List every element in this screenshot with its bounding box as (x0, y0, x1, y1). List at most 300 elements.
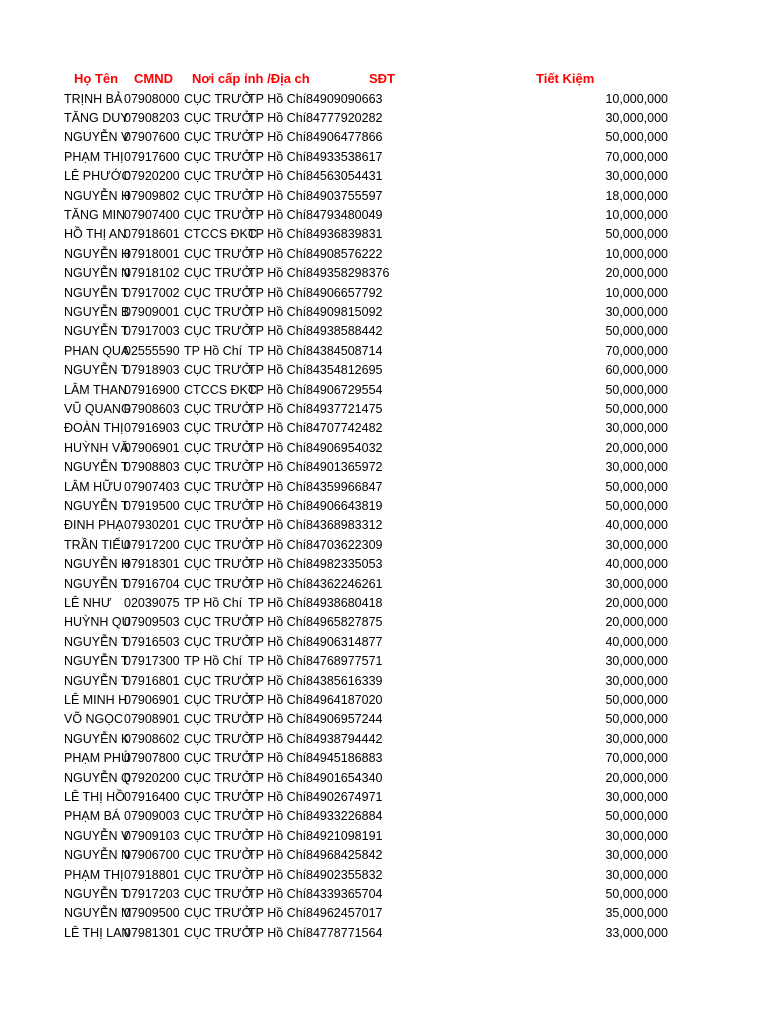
cell-name: LÊ NHƯ (64, 595, 112, 610)
cell-noicap: CỤC TRƯỞ (184, 460, 253, 475)
cell-sdt: 84968425842 (306, 848, 383, 863)
cell-diachi: TP Hồ Chí (248, 285, 307, 300)
cell-sdt: 84777920282 (306, 110, 383, 125)
cell-sdt: 84901654340 (306, 770, 383, 785)
cell-cmnd: 07918801 (124, 867, 180, 882)
cell-sdt: 84906314877 (306, 634, 383, 649)
cell-name: PHAN QUA (64, 343, 130, 358)
cell-sdt: 84906657792 (306, 285, 383, 300)
cell-noicap: CỤC TRƯỞ (184, 363, 253, 378)
cell-tietkiem: 30,000,000 (605, 673, 668, 688)
table-row (0, 109, 768, 128)
cell-cmnd: 07916801 (124, 673, 180, 688)
cell-diachi: TP Hồ Chí (248, 130, 307, 145)
cell-sdt: 84982335053 (306, 557, 383, 572)
cell-tietkiem: 50,000,000 (605, 130, 668, 145)
table-row (0, 167, 768, 186)
cell-diachi: TP Hồ Chí (248, 343, 307, 358)
table-row (0, 846, 768, 865)
cell-tietkiem: 30,000,000 (605, 537, 668, 552)
cell-noicap: CỤC TRƯỞ (184, 848, 253, 863)
cell-diachi: TP Hồ Chí (248, 227, 307, 242)
cell-diachi: TP Hồ Chí (248, 460, 307, 475)
cell-sdt: 84906477866 (306, 130, 383, 145)
table-row (0, 225, 768, 244)
cell-sdt: 84964187020 (306, 692, 383, 707)
cell-cmnd: 07908602 (124, 731, 180, 746)
cell-cmnd: 07916903 (124, 421, 180, 436)
cell-noicap: CỤC TRƯỞ (184, 731, 253, 746)
cell-tietkiem: 40,000,000 (605, 518, 668, 533)
cell-sdt: 84906957244 (306, 712, 383, 727)
cell-name: ĐINH PHẠ (64, 518, 124, 533)
cell-tietkiem: 20,000,000 (605, 595, 668, 610)
cell-tietkiem: 30,000,000 (605, 169, 668, 184)
cell-tietkiem: 70,000,000 (605, 343, 668, 358)
cell-name: NGUYỄN V (64, 828, 130, 843)
cell-sdt: 84778771564 (306, 925, 383, 940)
cell-noicap: CỤC TRƯỞ (184, 169, 253, 184)
cell-tietkiem: 50,000,000 (605, 479, 668, 494)
cell-tietkiem: 20,000,000 (605, 615, 668, 630)
table-row (0, 788, 768, 807)
table-row (0, 381, 768, 400)
cell-noicap: TP Hồ Chí (184, 343, 243, 358)
cell-sdt: 84902674971 (306, 789, 383, 804)
cell-noicap: CỤC TRƯỞ (184, 673, 253, 688)
cell-tietkiem: 60,000,000 (605, 363, 668, 378)
cell-diachi: TP Hồ Chí (248, 498, 307, 513)
table-row (0, 536, 768, 555)
cell-cmnd: 07916400 (124, 789, 180, 804)
cell-name: PHẠM THỊ (64, 867, 124, 882)
cell-cmnd: 07918903 (124, 363, 180, 378)
cell-diachi: TP Hồ Chí (248, 770, 307, 785)
cell-name: NGUYỄN T (64, 363, 129, 378)
cell-noicap: CỤC TRƯỞ (184, 518, 253, 533)
table-row (0, 187, 768, 206)
cell-sdt: 84906643819 (306, 498, 383, 513)
cell-sdt: 84945186883 (306, 751, 383, 766)
cell-tietkiem: 30,000,000 (605, 654, 668, 669)
cell-cmnd: 07909500 (124, 906, 180, 921)
cell-cmnd: 07930201 (124, 518, 180, 533)
header-noicap: Nơi cấp (192, 71, 241, 86)
table-row (0, 924, 768, 943)
cell-diachi: TP Hồ Chí (248, 906, 307, 921)
cell-cmnd: 07908803 (124, 460, 180, 475)
table-row (0, 90, 768, 109)
cell-sdt: 84368983312 (306, 518, 383, 533)
table-row (0, 245, 768, 264)
cell-name: TRỊNH BẢ (64, 91, 123, 106)
cell-cmnd: 07908203 (124, 110, 180, 125)
cell-sdt: 84938794442 (306, 731, 383, 746)
cell-sdt: 84354812695 (306, 363, 383, 378)
cell-diachi: TP Hồ Chí (248, 207, 307, 222)
cell-cmnd: 07907403 (124, 479, 180, 494)
cell-sdt: 84793480049 (306, 207, 383, 222)
cell-diachi: TP Hồ Chí (248, 595, 307, 610)
cell-diachi: TP Hồ Chí (248, 692, 307, 707)
table-row (0, 439, 768, 458)
cell-sdt: 84385616339 (306, 673, 383, 688)
cell-tietkiem: 50,000,000 (605, 401, 668, 416)
cell-name: NGUYỄN H (64, 246, 130, 261)
cell-tietkiem: 30,000,000 (605, 848, 668, 863)
cell-tietkiem: 10,000,000 (605, 207, 668, 222)
cell-cmnd: 07917200 (124, 537, 180, 552)
cell-diachi: TP Hồ Chí (248, 828, 307, 843)
header-tietkiem: Tiết Kiệm (536, 71, 595, 86)
cell-noicap: CỤC TRƯỞ (184, 149, 253, 164)
cell-noicap: CỤC TRƯỞ (184, 285, 253, 300)
table-row (0, 516, 768, 535)
cell-diachi: TP Hồ Chí (248, 149, 307, 164)
cell-tietkiem: 50,000,000 (605, 809, 668, 824)
cell-tietkiem: 20,000,000 (605, 440, 668, 455)
cell-diachi: TP Hồ Chí (248, 246, 307, 261)
cell-diachi: TP Hồ Chí (248, 615, 307, 630)
cell-tietkiem: 30,000,000 (605, 460, 668, 475)
table-row (0, 710, 768, 729)
cell-cmnd: 07920200 (124, 770, 180, 785)
table-row (0, 303, 768, 322)
cell-name: LÊ MINH H (64, 692, 128, 707)
cell-diachi: TP Hồ Chí (248, 809, 307, 824)
cell-sdt: 84962457017 (306, 906, 383, 921)
cell-noicap: CỤC TRƯỞ (184, 770, 253, 785)
cell-noicap: CỤC TRƯỞ (184, 634, 253, 649)
cell-name: LÂM THAN (64, 382, 127, 397)
cell-name: NGUYỄN T (64, 324, 129, 339)
cell-noicap: CỤC TRƯỞ (184, 207, 253, 222)
cell-diachi: TP Hồ Chí (248, 169, 307, 184)
cell-noicap: CỤC TRƯỞ (184, 751, 253, 766)
cell-sdt: 84906729554 (306, 382, 383, 397)
cell-tietkiem: 30,000,000 (605, 731, 668, 746)
cell-tietkiem: 50,000,000 (605, 498, 668, 513)
cell-sdt: 84933226884 (306, 809, 383, 824)
cell-tietkiem: 10,000,000 (605, 246, 668, 261)
cell-tietkiem: 50,000,000 (605, 227, 668, 242)
cell-sdt: 84909090663 (306, 91, 383, 106)
cell-cmnd: 07917003 (124, 324, 180, 339)
table-row (0, 769, 768, 788)
table-row (0, 148, 768, 167)
cell-name: NGUYỄN T (64, 654, 129, 669)
cell-sdt: 84703622309 (306, 537, 383, 552)
cell-noicap: CỤC TRƯỞ (184, 401, 253, 416)
cell-cmnd: 07918301 (124, 557, 180, 572)
cell-noicap: CTCCS ĐKC (184, 382, 257, 397)
table-row (0, 575, 768, 594)
table-row (0, 419, 768, 438)
cell-diachi: TP Hồ Chí (248, 110, 307, 125)
table-row (0, 128, 768, 147)
cell-sdt: 849358298376 (306, 266, 390, 281)
table-row (0, 807, 768, 826)
cell-noicap: TP Hồ Chí (184, 654, 243, 669)
cell-name: NGUYỄN Q (64, 770, 131, 785)
cell-diachi: TP Hồ Chí (248, 401, 307, 416)
cell-cmnd: 07908000 (124, 91, 180, 106)
cell-name: NGUYỄN N (64, 848, 130, 863)
cell-sdt: 84903755597 (306, 188, 383, 203)
table-row (0, 458, 768, 477)
cell-cmnd: 07909802 (124, 188, 180, 203)
cell-name: NGUYỄN K (64, 731, 130, 746)
cell-noicap: CỤC TRƯỞ (184, 906, 253, 921)
cell-tietkiem: 18,000,000 (605, 188, 668, 203)
cell-noicap: CỤC TRƯỞ (184, 576, 253, 591)
table-row (0, 342, 768, 361)
cell-name: NGUYỄN T (64, 460, 129, 475)
cell-noicap: CTCCS ĐKC (184, 227, 257, 242)
cell-tietkiem: 30,000,000 (605, 789, 668, 804)
cell-noicap: CỤC TRƯỞ (184, 188, 253, 203)
cell-cmnd: 07917002 (124, 285, 180, 300)
cell-diachi: TP Hồ Chí (248, 712, 307, 727)
cell-diachi: TP Hồ Chí (248, 363, 307, 378)
cell-cmnd: 07916704 (124, 576, 180, 591)
cell-cmnd: 07909103 (124, 828, 180, 843)
cell-sdt: 84937721475 (306, 401, 383, 416)
table-row (0, 749, 768, 768)
cell-noicap: CỤC TRƯỞ (184, 615, 253, 630)
cell-sdt: 84938588442 (306, 324, 383, 339)
cell-cmnd: 07917300 (124, 654, 180, 669)
cell-tietkiem: 30,000,000 (605, 110, 668, 125)
cell-cmnd: 07909001 (124, 304, 180, 319)
cell-name: HUỲNH VĂ (64, 440, 129, 455)
cell-name: NGUYỄN T (64, 285, 129, 300)
cell-noicap: CỤC TRƯỞ (184, 498, 253, 513)
cell-name: HUỲNH QU (64, 615, 131, 630)
cell-tietkiem: 30,000,000 (605, 304, 668, 319)
cell-noicap: CỤC TRƯỞ (184, 479, 253, 494)
cell-name: LÂM HỮU (64, 479, 122, 494)
cell-name: NGUYỄN H (64, 557, 130, 572)
cell-diachi: TP Hồ Chí (248, 266, 307, 281)
cell-name: NGUYỄN V (64, 130, 130, 145)
cell-diachi: TP Hồ Chí (248, 557, 307, 572)
cell-cmnd: 07907400 (124, 207, 180, 222)
cell-sdt: 84965827875 (306, 615, 383, 630)
cell-sdt: 84768977571 (306, 654, 383, 669)
table-row (0, 555, 768, 574)
cell-cmnd: 07920200 (124, 169, 180, 184)
cell-cmnd: 07908901 (124, 712, 180, 727)
cell-noicap: CỤC TRƯỞ (184, 440, 253, 455)
table-row (0, 361, 768, 380)
cell-name: HỒ THỊ AN (64, 227, 127, 242)
cell-diachi: TP Hồ Chí (248, 673, 307, 688)
cell-noicap: CỤC TRƯỞ (184, 712, 253, 727)
cell-name: VŨ QUANG (64, 401, 131, 416)
cell-noicap: CỤC TRƯỞ (184, 886, 253, 901)
table-row (0, 866, 768, 885)
cell-name: ĐOÀN THỊ (64, 421, 124, 436)
table-row (0, 497, 768, 516)
cell-diachi: TP Hồ Chí (248, 925, 307, 940)
cell-cmnd: 07908603 (124, 401, 180, 416)
cell-sdt: 84707742482 (306, 421, 383, 436)
header-diachi: ỉnh /Địa ch (244, 71, 310, 86)
cell-diachi: TP Hồ Chí (248, 188, 307, 203)
table-row (0, 264, 768, 283)
cell-noicap: CỤC TRƯỞ (184, 867, 253, 882)
cell-tietkiem: 50,000,000 (605, 886, 668, 901)
cell-noicap: CỤC TRƯỞ (184, 266, 253, 281)
cell-name: PHẠM BÁ (64, 809, 121, 824)
cell-cmnd: 02039075 (124, 595, 180, 610)
cell-name: NGUYỄN T (64, 886, 129, 901)
cell-sdt: 84921098191 (306, 828, 383, 843)
cell-tietkiem: 30,000,000 (605, 828, 668, 843)
cell-tietkiem: 50,000,000 (605, 712, 668, 727)
cell-diachi: TP Hồ Chí (248, 867, 307, 882)
cell-noicap: CỤC TRƯỞ (184, 130, 253, 145)
cell-name: TĂNG MIN (64, 207, 126, 222)
cell-name: TRẦN TIẾU (64, 537, 130, 552)
cell-noicap: CỤC TRƯỞ (184, 828, 253, 843)
cell-tietkiem: 70,000,000 (605, 751, 668, 766)
cell-tietkiem: 40,000,000 (605, 634, 668, 649)
cell-noicap: CỤC TRƯỞ (184, 110, 253, 125)
cell-name: LÊ THỊ LAN (64, 925, 131, 940)
cell-noicap: CỤC TRƯỞ (184, 91, 253, 106)
cell-noicap: CỤC TRƯỞ (184, 789, 253, 804)
cell-diachi: TP Hồ Chí (248, 848, 307, 863)
table-row (0, 652, 768, 671)
cell-cmnd: 07981301 (124, 925, 180, 940)
table-row (0, 730, 768, 749)
cell-diachi: TP Hồ Chí (248, 479, 307, 494)
header-name: Họ Tên (74, 71, 119, 86)
cell-tietkiem: 70,000,000 (605, 149, 668, 164)
cell-cmnd: 07909003 (124, 809, 180, 824)
cell-name: VÕ NGỌC (64, 712, 124, 727)
cell-diachi: TP Hồ Chí (248, 304, 307, 319)
cell-sdt: 84938680418 (306, 595, 383, 610)
table-row (0, 613, 768, 632)
table-row (0, 672, 768, 691)
cell-sdt: 84906954032 (306, 440, 383, 455)
table-row (0, 633, 768, 652)
cell-diachi: TP Hồ Chí (248, 440, 307, 455)
cell-sdt: 84908576222 (306, 246, 383, 261)
cell-diachi: TP Hồ Chí (248, 421, 307, 436)
cell-name: PHẠM PHÚ (64, 751, 130, 766)
cell-name: NGUYỄN T (64, 576, 129, 591)
cell-sdt: 84936839831 (306, 227, 383, 242)
cell-diachi: TP Hồ Chí (248, 576, 307, 591)
table-row (0, 691, 768, 710)
cell-cmnd: 07919500 (124, 498, 180, 513)
cell-diachi: TP Hồ Chí (248, 731, 307, 746)
cell-name: NGUYỄN H (64, 188, 130, 203)
cell-diachi: TP Hồ Chí (248, 634, 307, 649)
cell-tietkiem: 50,000,000 (605, 692, 668, 707)
cell-sdt: 84909815092 (306, 304, 383, 319)
cell-cmnd: 07917203 (124, 886, 180, 901)
cell-tietkiem: 10,000,000 (605, 285, 668, 300)
cell-sdt: 84339365704 (306, 886, 383, 901)
table-row (0, 322, 768, 341)
cell-diachi: TP Hồ Chí (248, 518, 307, 533)
cell-cmnd: 07918601 (124, 227, 180, 242)
cell-name: NGUYỄN M (64, 906, 132, 921)
table-row (0, 904, 768, 923)
cell-name: TĂNG DUY (64, 110, 129, 125)
cell-diachi: TP Hồ Chí (248, 751, 307, 766)
cell-sdt: 84563054431 (306, 169, 383, 184)
cell-diachi: TP Hồ Chí (248, 789, 307, 804)
cell-noicap: CỤC TRƯỞ (184, 421, 253, 436)
cell-cmnd: 07917600 (124, 149, 180, 164)
header-sdt: SĐT (369, 71, 395, 86)
cell-cmnd: 07916503 (124, 634, 180, 649)
cell-diachi: TP Hồ Chí (248, 537, 307, 552)
table-row (0, 284, 768, 303)
cell-cmnd: 02555590 (124, 343, 180, 358)
cell-noicap: CỤC TRƯỞ (184, 304, 253, 319)
cell-sdt: 84359966847 (306, 479, 383, 494)
cell-sdt: 84362246261 (306, 576, 383, 591)
cell-cmnd: 07906700 (124, 848, 180, 863)
cell-noicap: CỤC TRƯỞ (184, 809, 253, 824)
cell-cmnd: 07918102 (124, 266, 180, 281)
cell-name: NGUYỄN T (64, 673, 129, 688)
cell-name: NGUYỄN N (64, 266, 130, 281)
cell-tietkiem: 30,000,000 (605, 576, 668, 591)
cell-sdt: 84933538617 (306, 149, 383, 164)
cell-noicap: CỤC TRƯỞ (184, 692, 253, 707)
table-row (0, 400, 768, 419)
cell-cmnd: 07916900 (124, 382, 180, 397)
cell-name: PHẠM THỊ (64, 149, 124, 164)
cell-name: LÊ THỊ HỒ (64, 789, 125, 804)
cell-diachi: TP Hồ Chí (248, 91, 307, 106)
cell-tietkiem: 10,000,000 (605, 91, 668, 106)
cell-name: NGUYỄN T (64, 634, 129, 649)
cell-tietkiem: 20,000,000 (605, 266, 668, 281)
cell-diachi: TP Hồ Chí (248, 886, 307, 901)
cell-name: NGUYỄN B (64, 304, 130, 319)
cell-cmnd: 07906901 (124, 692, 180, 707)
cell-diachi: TP Hồ Chí (248, 382, 307, 397)
cell-noicap: CỤC TRƯỞ (184, 537, 253, 552)
cell-tietkiem: 20,000,000 (605, 770, 668, 785)
header-cmnd: CMND (134, 71, 173, 86)
cell-tietkiem: 33,000,000 (605, 925, 668, 940)
cell-name: NGUYỄN T (64, 498, 129, 513)
table-row (0, 885, 768, 904)
cell-name: LÊ PHƯỚC (64, 169, 131, 184)
cell-sdt: 84384508714 (306, 343, 383, 358)
cell-cmnd: 07918001 (124, 246, 180, 261)
table-row (0, 206, 768, 225)
cell-noicap: CỤC TRƯỞ (184, 246, 253, 261)
cell-sdt: 84902355832 (306, 867, 383, 882)
table-row (0, 594, 768, 613)
cell-tietkiem: 30,000,000 (605, 421, 668, 436)
cell-tietkiem: 50,000,000 (605, 382, 668, 397)
cell-noicap: CỤC TRƯỞ (184, 557, 253, 572)
cell-noicap: CỤC TRƯỞ (184, 925, 253, 940)
cell-sdt: 84901365972 (306, 460, 383, 475)
